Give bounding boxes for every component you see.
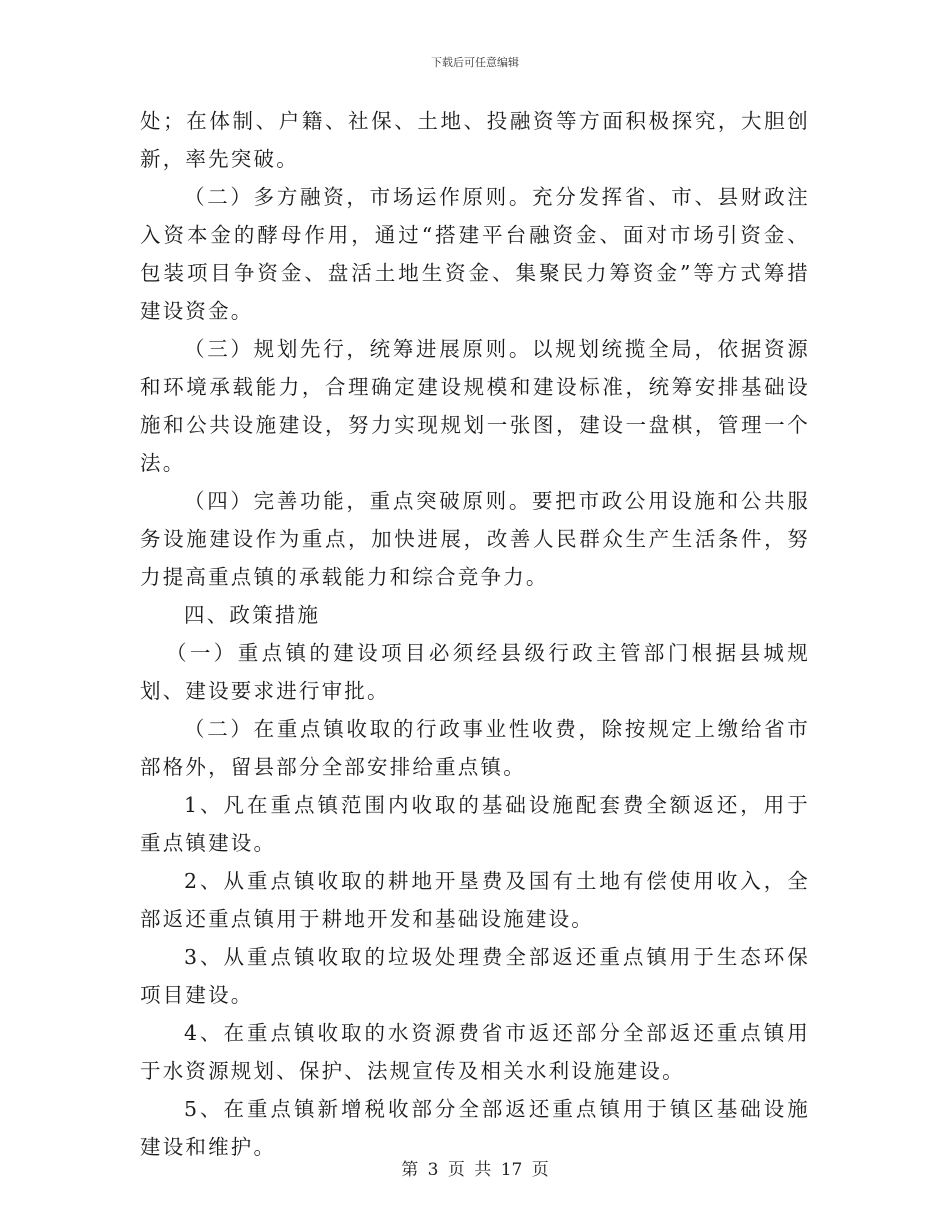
paragraph: （四）完善功能，重点突破原则。要把市政公用设施和公共服务设施建设作为重点，加快进展，改善人民群众生产生活条件，努力提高重点镇的承载能力和综合竞争力。 xyxy=(140,489,810,589)
list-item: 4、在重点镇收取的水资源费省市返还部分全部返还重点镇用于水资源规划、保护、法规宣传及相关水利设施建设。 xyxy=(140,1021,810,1083)
paragraph: 处；在体制、户籍、社保、土地、投融资等方面积极探究，大胆创新，率先突破。 xyxy=(140,109,810,171)
paragraph: （二）多方融资，市场运作原则。充分发挥省、市、县财政注入资本金的酵母作用，通过“搭建平台融资金、面对市场引资金、包装项目争资金、盘活土地生资金、集聚民力筹资金”等方式筹措建设资金。 xyxy=(140,185,810,323)
paragraph: （一）重点镇的建设项目必须经县级行政主管部门根据县城规划、建设要求进行审批。 xyxy=(140,641,810,703)
section-heading: 四、政策措施 xyxy=(184,603,321,627)
list-item: 1、凡在重点镇范围内收取的基础设施配套费全额返还，用于重点镇建设。 xyxy=(140,793,810,855)
page-header: 下载后可任意编辑 xyxy=(431,56,519,69)
paragraph: （二）在重点镇收取的行政事业性收费，除按规定上缴给省市部格外，留县部分全部安排给重点镇。 xyxy=(140,717,810,779)
list-item: 5、在重点镇新增税收部分全部返还重点镇用于镇区基础设施建设和维护。 xyxy=(140,1097,810,1159)
paragraph: （三）规划先行，统筹进展原则。以规划统揽全局，依据资源和环境承载能力，合理确定建设规模和建设标准，统筹安排基础设施和公共设施建设，努力实现规划一张图，建设一盘棋，管理一个法。 xyxy=(140,337,810,475)
list-item: 3、从重点镇收取的垃圾处理费全部返还重点镇用于生态环保项目建设。 xyxy=(140,945,810,1007)
document-body xyxy=(140,102,810,1166)
list-item: 2、从重点镇收取的耕地开垦费及国有土地有偿使用收入，全部返还重点镇用于耕地开发和基础设施建设。 xyxy=(140,869,810,931)
page-footer: 第 3 页 共 17 页 xyxy=(401,1160,549,1180)
